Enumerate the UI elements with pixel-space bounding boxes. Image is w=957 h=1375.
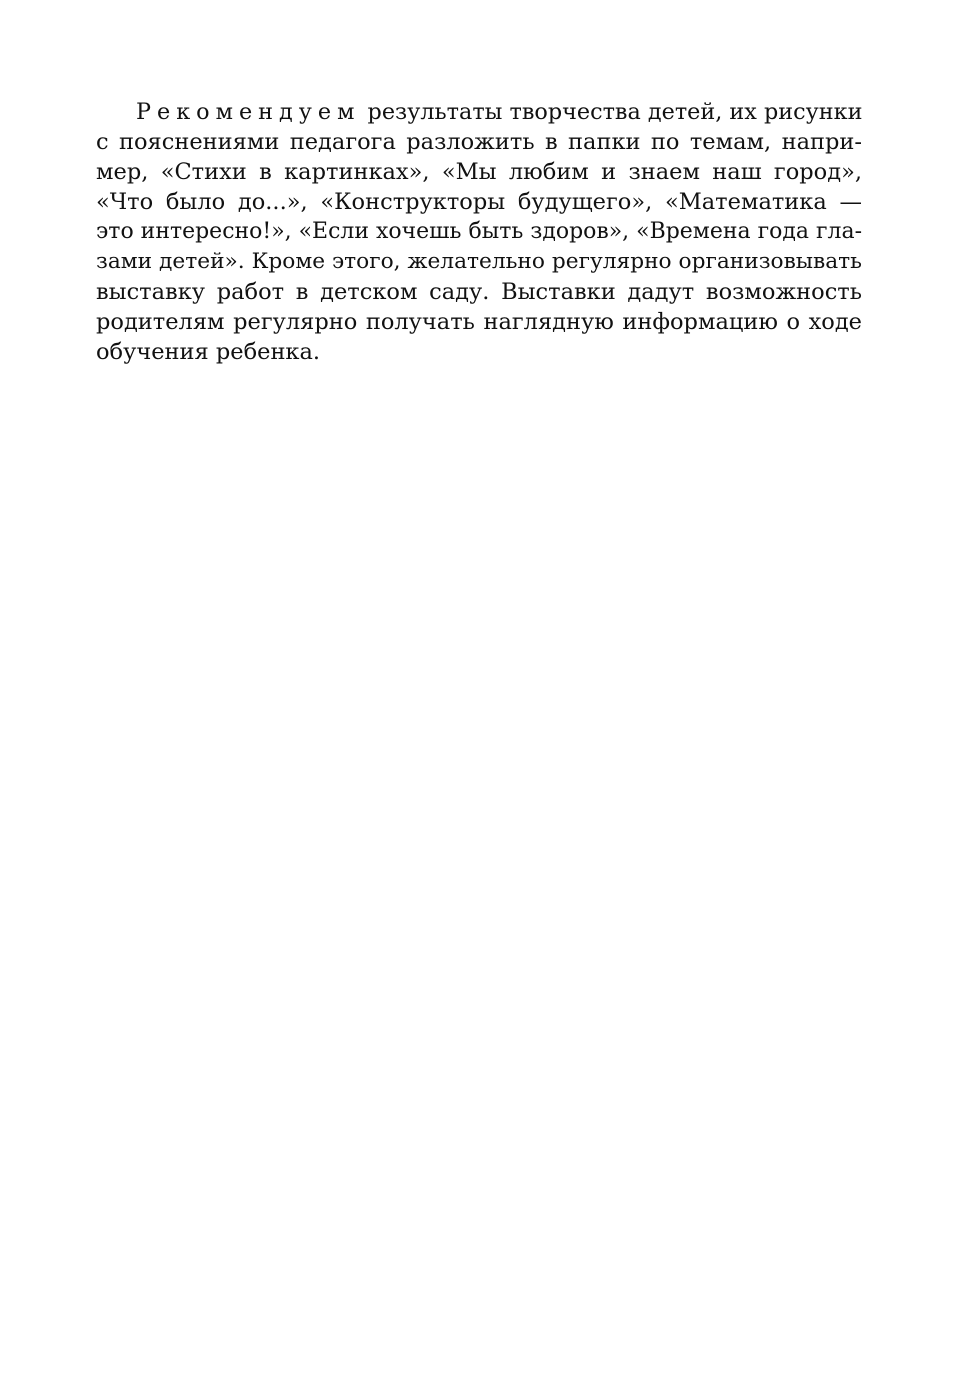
paragraph-line-1 — [96, 97, 862, 127]
paragraph-line-2: с пояснениями педагога разложить в папки по темам, напри- — [96, 129, 862, 155]
paragraph-line-9: обучения ребенка. — [96, 339, 321, 365]
body-paragraph — [96, 97, 862, 367]
paragraph-line-7: выставку работ в детском саду. Выставки дадут возможность — [96, 279, 862, 305]
paragraph-line-4: «Что было до...», «Конструкторы будущего», «Математика — — [96, 189, 862, 215]
lead-word: Рекомендуем — [136, 99, 361, 125]
paragraph-line-8: родителям регулярно получать наглядную информацию о ходе — [96, 309, 862, 335]
paragraph-line-5: это интересно!», «Если хочешь быть здоров», «Времена года гла- — [96, 219, 862, 244]
paragraph-line-3: мер, «Стихи в картинках», «Мы любим и знаем наш город», — [96, 159, 862, 185]
line-1-rest: результаты творчества детей, их рисунки — [360, 99, 863, 125]
paragraph-line-6: зами детей». Кроме этого, желательно регулярно организовывать — [96, 249, 862, 274]
